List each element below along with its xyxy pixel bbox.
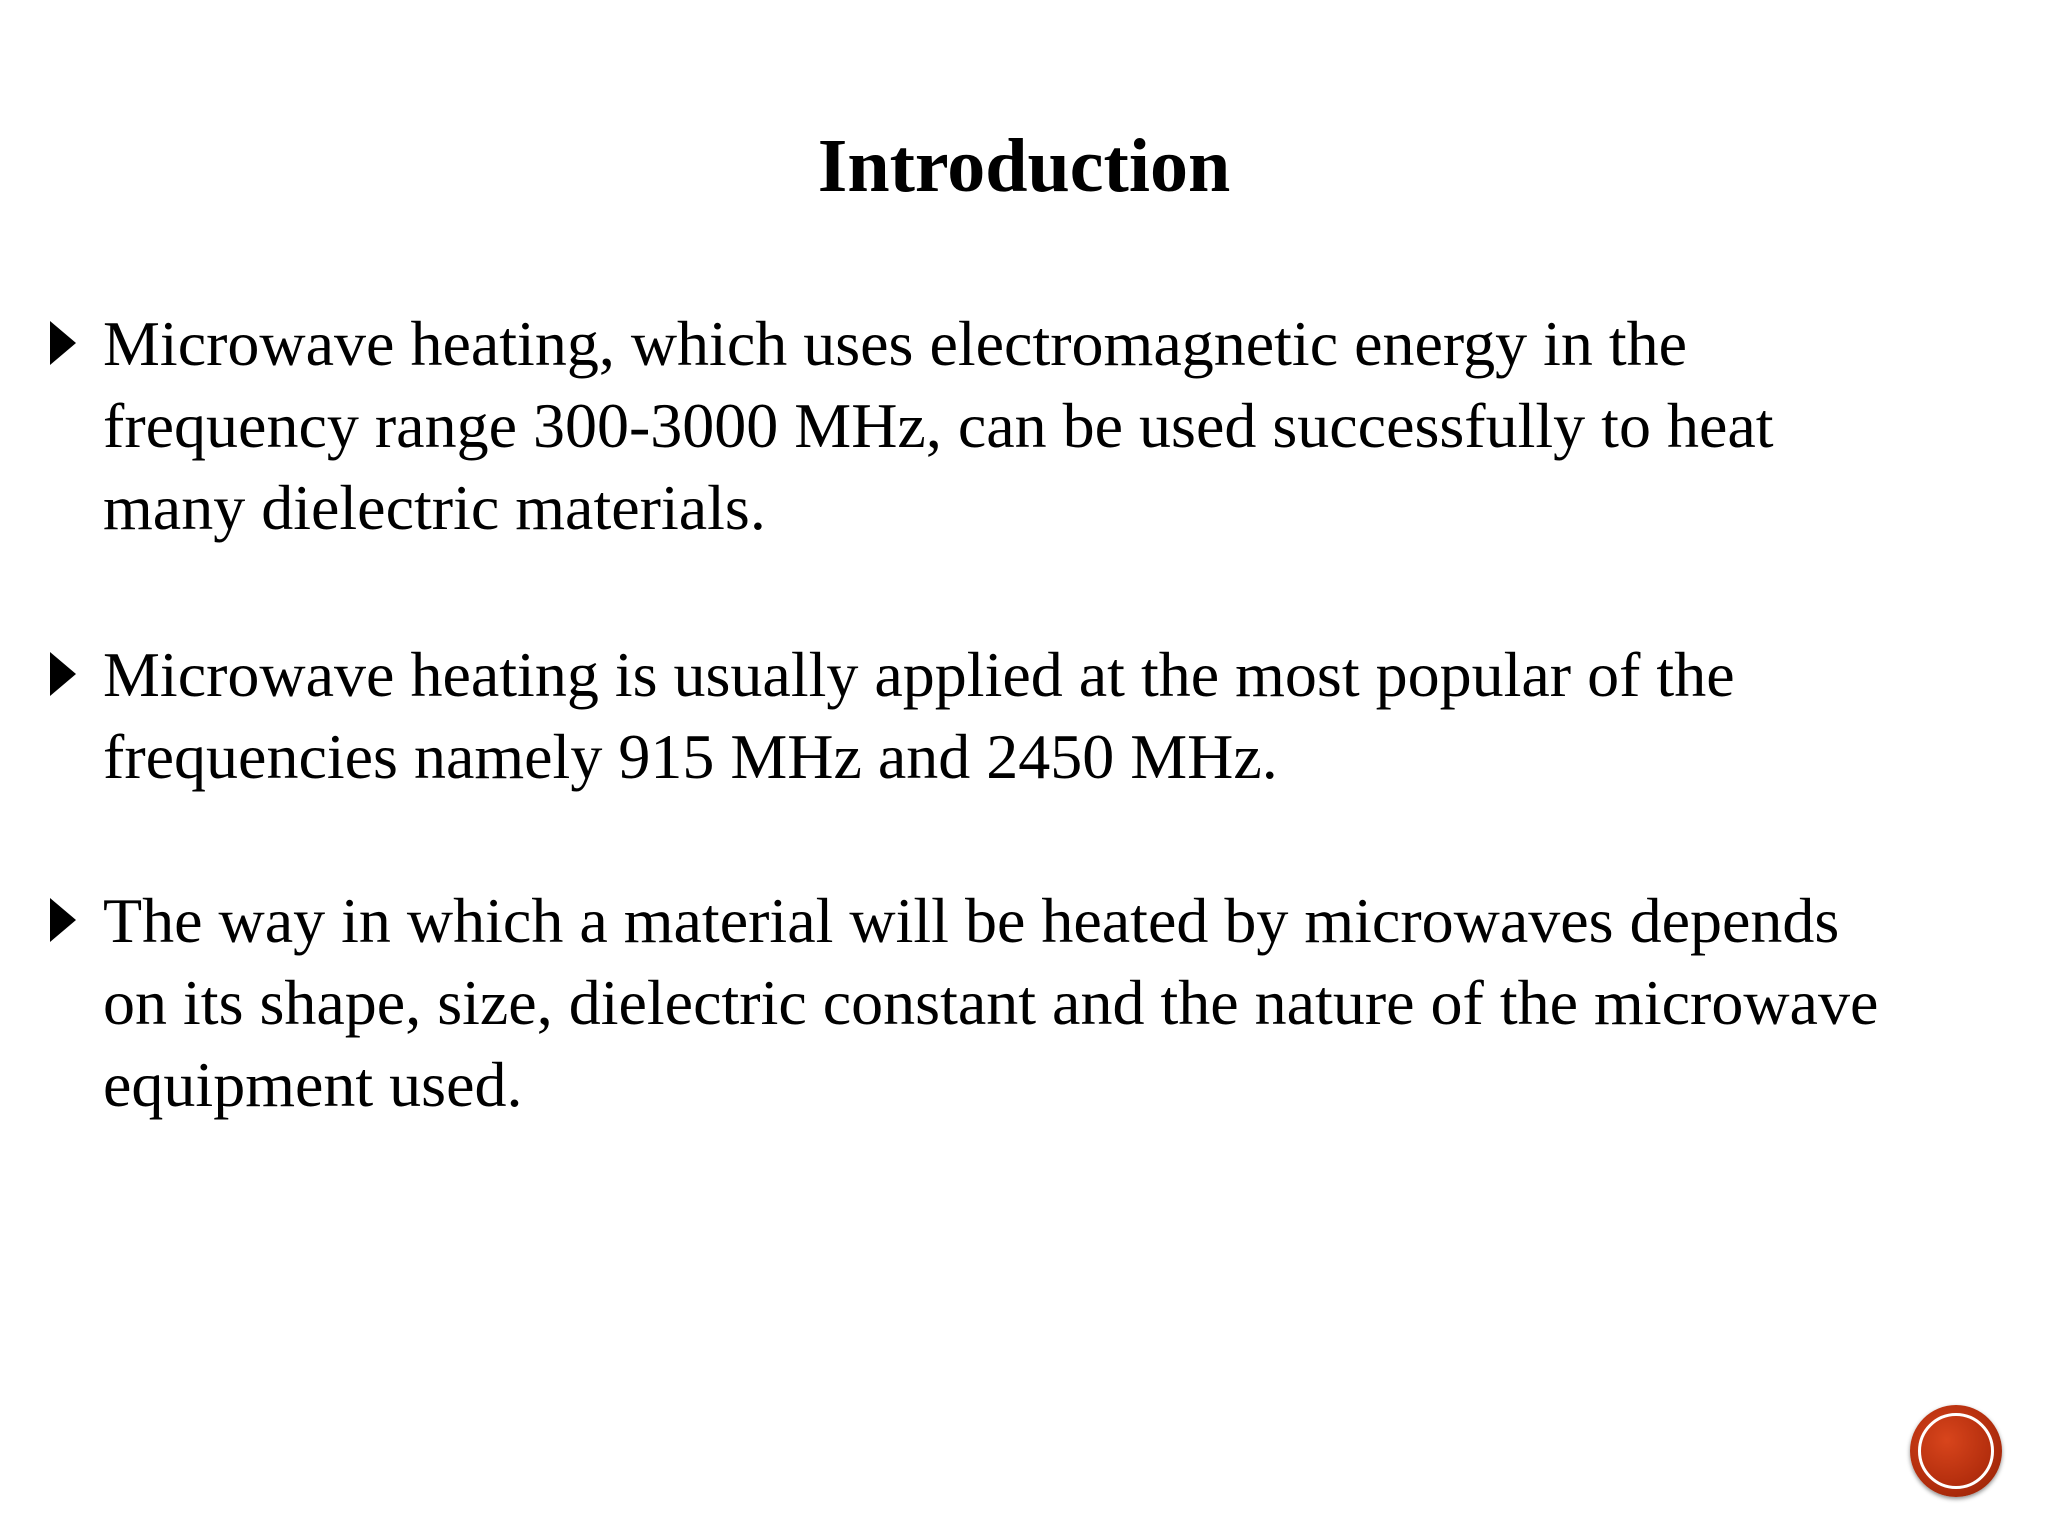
triangle-right-icon [50,321,76,365]
bullet-text: The way in which a material will be heated by microwaves depends on its shape, size, dielectric constant and the nature of the microwave equipment used. [103,885,1879,1120]
badge-ring [1918,1413,1994,1489]
slide-title: Introduction [817,124,1231,208]
bullet-text: Microwave heating, which uses electromagnetic energy in the frequency range 300-3000 MHz, can be used successfully to heat many dielectric materials. [103,308,1774,543]
circle-button-icon[interactable] [1910,1405,2002,1497]
triangle-right-icon [50,652,76,696]
bullet-text: Microwave heating is usually applied at the most popular of the frequencies namely 915 MHz and 2450 MHz. [103,639,1735,792]
triangle-right-icon [50,898,76,942]
